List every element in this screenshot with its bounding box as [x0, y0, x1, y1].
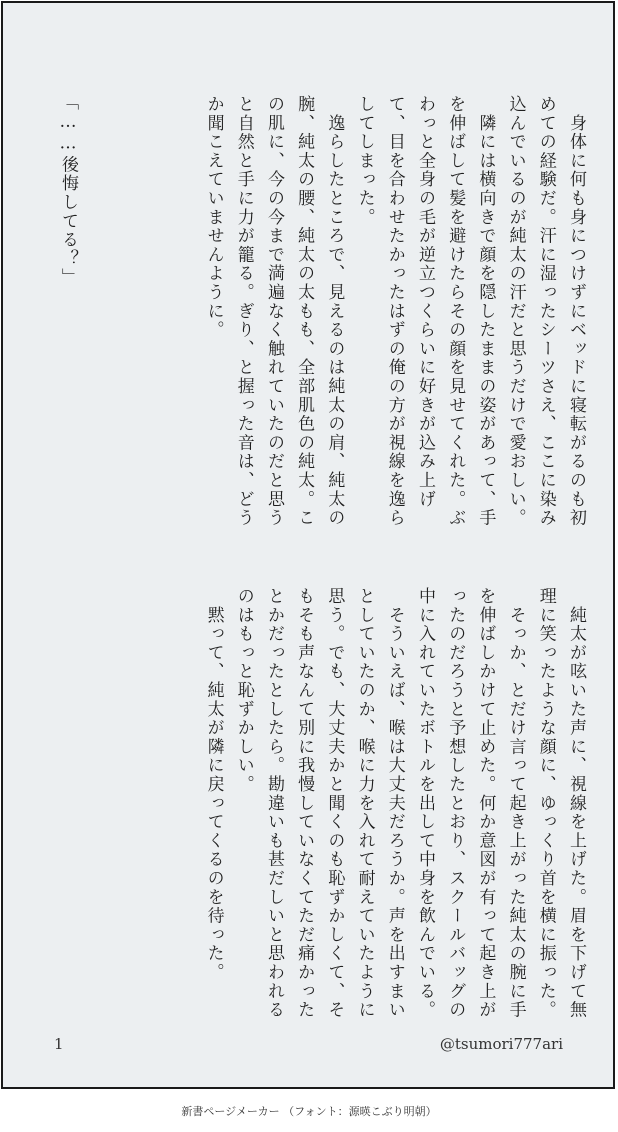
- bottom-text-block: 純太が呟いた声に、視線を上げた。眉を下げて無理に笑ったような顔に、ゆっくり首を横に振った。 そっか、とだけ言って起き上がった純太の腕に手を伸ばしかけて止めた。何か意図が有って起き上がったのだろうと予想したとおり、スクールバッグの中に入れていたボトルを出して中身を飲んでいる。 そういえば、喉は大丈夫だろうか。声を出すまいとしていたのか、喉に力を入れて耐えていたように思う。でも、大丈夫かと聞くのも恥ずかしくて、そもそも声なんて別に我慢していなくてただ痛かったとかだったとしたら。勘違いも甚だしいと思われるのはもっと恥ずかしい。 黙って、純太が隣に戻ってくるのを待った。: [203, 587, 586, 1020]
- generator-caption: 新書ページメーカー （フォント：源暎こぶり明朝）: [181, 1105, 437, 1118]
- page-number: 1: [54, 1035, 64, 1053]
- novel-page: [1, 1, 615, 1089]
- author-handle: @tsumori777ari: [439, 1035, 563, 1053]
- dialogue-quote: 「……後悔してる？」: [58, 93, 78, 287]
- top-text-block: 身体に何も身につけずにベッドに寝転がるのも初めての経験だ。汗に湿ったシーツさえ、ここに染み込んでいるのが純太の汗だと思うだけで愛おしい。 隣には横向きで顔を隠したままの姿があって、手を伸ばして髪を避けたらその顔を見せてくれた。ぶわっと全身の毛が逆立つくらいに好きが込み上げて、目を合わせたかったはずの俺の方が視線を逸らしてしまった。 逸らしたところで、見えるのは純太の肩、純太の腕、純太の腰、純太の太もも、全部肌色の純太。この肌に、今の今まで満遍なく触れていたのだと思うと自然と手に力が籠る。ぎり、と握った音は、どうか聞こえていませんように。: [203, 95, 586, 528]
